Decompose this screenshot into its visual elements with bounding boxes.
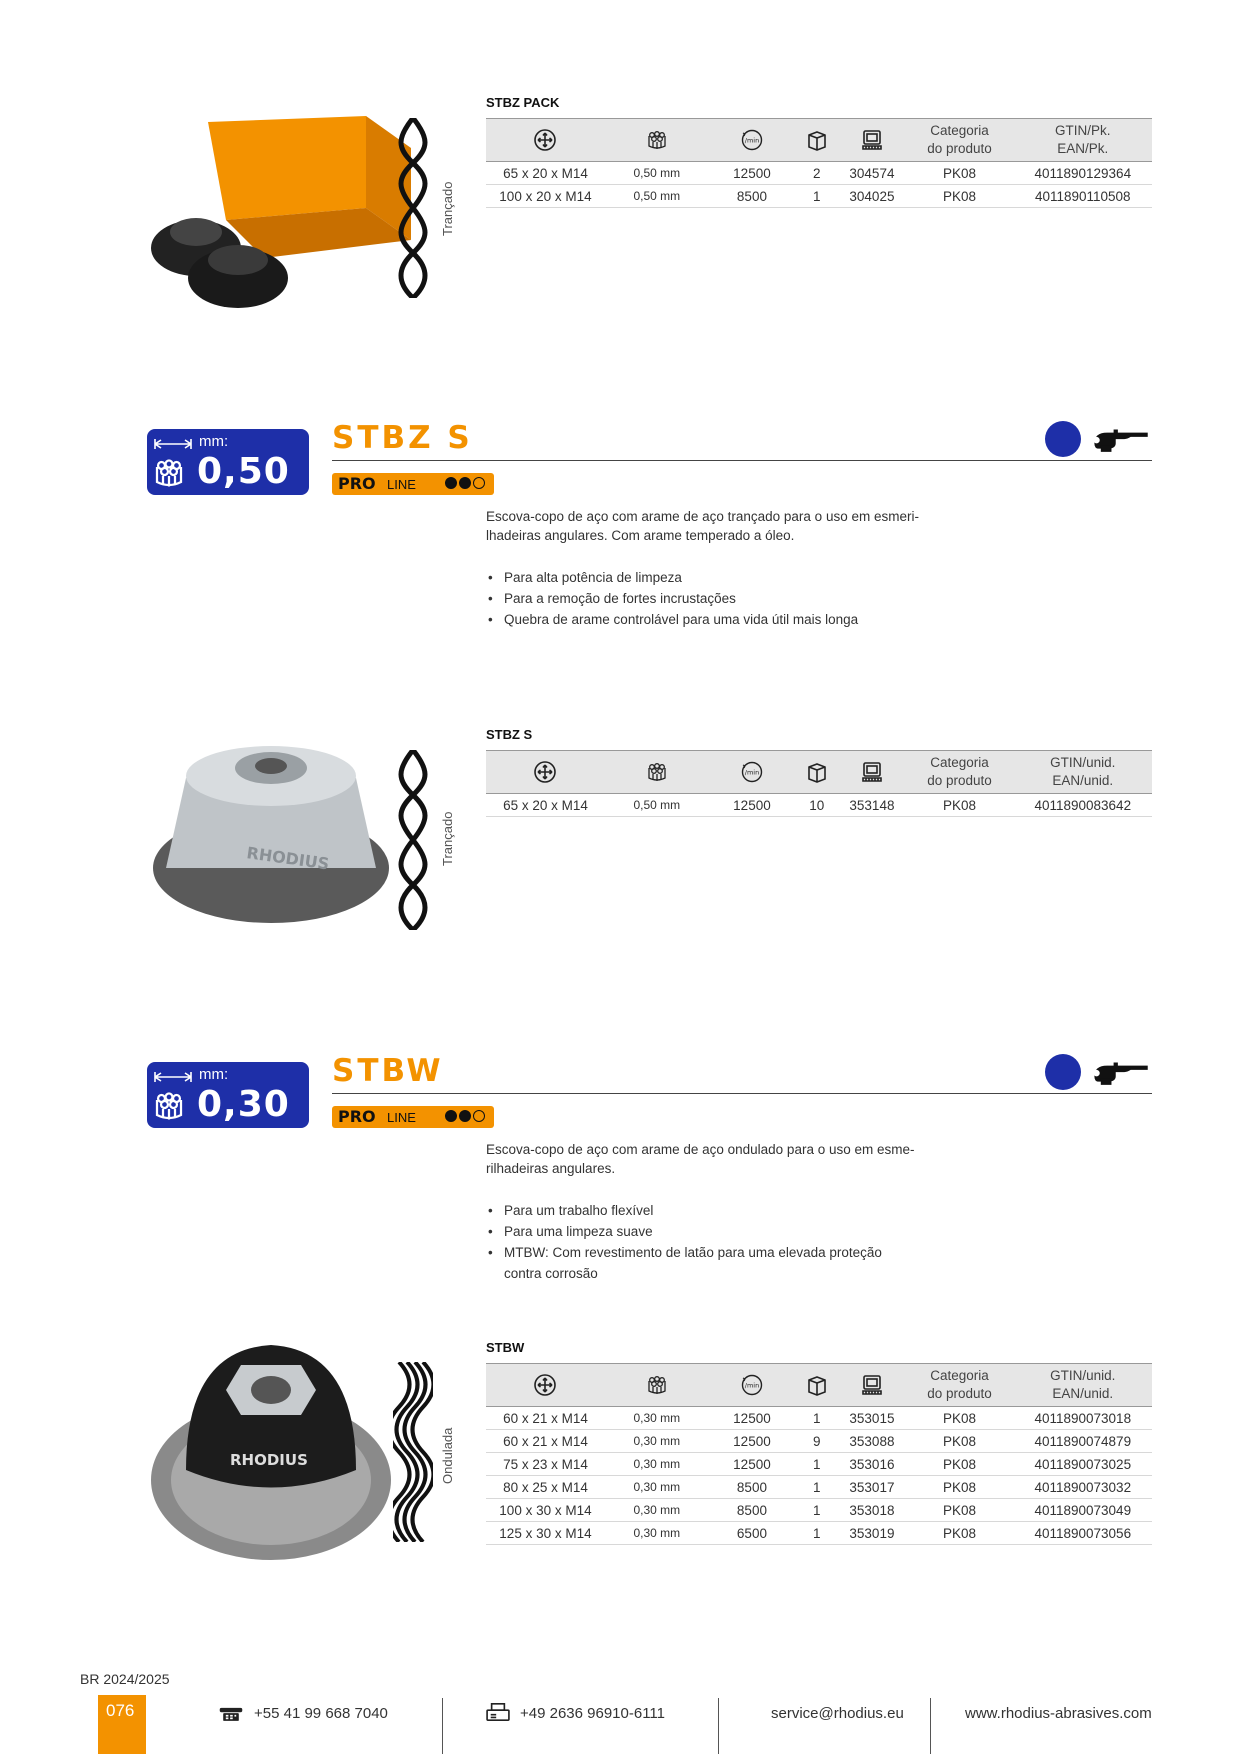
cell: 125 x 30 x M14 [486, 1522, 605, 1545]
table-header-row [486, 751, 1152, 794]
header-max-rpm-icon [709, 751, 795, 794]
feature-item: • Para uma limpeza suave [486, 1221, 946, 1242]
application-dot [1045, 421, 1081, 457]
cell: 0,30 mm [605, 1430, 709, 1453]
angle-grinder-icon [1088, 422, 1152, 454]
cell: 0,50 mm [605, 794, 709, 817]
cell: 0,30 mm [605, 1453, 709, 1476]
badge-unit: mm: [199, 433, 229, 450]
cell: 100 x 20 x M14 [486, 185, 605, 208]
cell: 10 [795, 794, 838, 817]
header-diameter-icon [486, 751, 605, 794]
cell: 12500 [709, 162, 795, 185]
feature-item: • Quebra de arame controlável para uma vida útil mais longa [486, 609, 946, 630]
cell: 8500 [709, 185, 795, 208]
cell: 60 x 21 x M14 [486, 1407, 605, 1430]
table-row [486, 1476, 1152, 1499]
table-row [486, 1522, 1152, 1545]
max-rpm-icon [740, 760, 764, 784]
catalog-edition: BR 2024/2025 [80, 1671, 170, 1687]
cell: 75 x 23 x M14 [486, 1453, 605, 1476]
header-diameter-icon [486, 119, 605, 162]
wire-type-label: Ondulada [440, 1427, 455, 1484]
cell: 8500 [709, 1476, 795, 1499]
email-link[interactable]: service@rhodius.eu [771, 1705, 904, 1722]
article-number-icon [860, 760, 884, 784]
cell: 0,30 mm [605, 1522, 709, 1545]
braided-wire-icon [393, 118, 433, 298]
cell: 65 x 20 x M14 [486, 794, 605, 817]
rating-dot-filled [459, 477, 471, 489]
cell: 1 [795, 1407, 838, 1430]
max-rpm-icon [740, 1373, 764, 1397]
diameter-arrow-icon [153, 1071, 193, 1083]
cell: 1 [795, 185, 838, 208]
application-dot [1045, 1054, 1081, 1090]
cell: 6500 [709, 1522, 795, 1545]
table-title: STBW [486, 1340, 525, 1355]
cell: 4011890110508 [1014, 185, 1152, 208]
table-title: STBZ PACK [486, 95, 560, 110]
table-row [486, 1453, 1152, 1476]
table-header-row [486, 119, 1152, 162]
feature-item: • Para um trabalho flexível [486, 1200, 946, 1221]
h-cat: Categoria do produto [905, 119, 1013, 162]
cell: 4011890073018 [1014, 1407, 1152, 1430]
spec-table-stbw [486, 1363, 1152, 1545]
spec-table-stbz-s [486, 750, 1152, 817]
header-box-icon [795, 1364, 838, 1407]
wire-bundle-icon [645, 1373, 669, 1397]
h-gtin: GTIN/unid. EAN/unid. [1014, 1364, 1152, 1407]
rating-dot-empty [473, 1110, 485, 1122]
wire-bundle-icon [645, 128, 669, 152]
box-icon [805, 1373, 829, 1397]
cell: 304025 [838, 185, 905, 208]
cell: PK08 [905, 1407, 1013, 1430]
h-cat: Categoria do produto [905, 1364, 1013, 1407]
fax-icon [484, 1702, 512, 1722]
feature-item: • Para a remoção de fortes incrustações [486, 588, 946, 609]
cell: PK08 [905, 162, 1013, 185]
cell: 9 [795, 1430, 838, 1453]
diameter-icon [533, 1373, 557, 1397]
phone-icon [218, 1706, 244, 1722]
header-wire-bundle-icon [605, 119, 709, 162]
h-cat: Categoria do produto [905, 751, 1013, 794]
table-header-row [486, 1364, 1152, 1407]
h-gtin: GTIN/Pk. EAN/Pk. [1014, 119, 1152, 162]
cell: 4011890073049 [1014, 1499, 1152, 1522]
diameter-icon [533, 760, 557, 784]
article-number-icon [860, 128, 884, 152]
feature-list [486, 567, 946, 630]
cell: 0,30 mm [605, 1476, 709, 1499]
stbz-s-product-image [146, 718, 396, 938]
cell: 1 [795, 1476, 838, 1499]
wire-diameter-badge [147, 1062, 309, 1128]
box-icon [805, 760, 829, 784]
cell: 353019 [838, 1522, 905, 1545]
cell: 4011890073025 [1014, 1453, 1152, 1476]
box-icon [805, 128, 829, 152]
feature-item: • Para alta potência de limpeza [486, 567, 946, 588]
badge-value: 0,30 [197, 1084, 290, 1125]
cell: 1 [795, 1499, 838, 1522]
wire-type-label: Trançado [440, 181, 455, 236]
cell: 353088 [838, 1430, 905, 1453]
product-title: STBZ S [332, 420, 473, 456]
cell: 12500 [709, 1453, 795, 1476]
title-divider [332, 460, 1152, 461]
cell: 4011890129364 [1014, 162, 1152, 185]
rating-dot-filled [445, 1110, 457, 1122]
cell: 2 [795, 162, 838, 185]
header-box-icon [795, 119, 838, 162]
wire-diameter-badge [147, 429, 309, 495]
page-number: 076 [106, 1701, 135, 1720]
cell: PK08 [905, 794, 1013, 817]
badge-unit: mm: [199, 1066, 229, 1083]
cell: 80 x 25 x M14 [486, 1476, 605, 1499]
wire-bundle-icon [151, 1088, 187, 1124]
cell: 100 x 30 x M14 [486, 1499, 605, 1522]
cell: 65 x 20 x M14 [486, 162, 605, 185]
cell: 0,30 mm [605, 1407, 709, 1430]
diameter-icon [533, 128, 557, 152]
cell: 353148 [838, 794, 905, 817]
cell: 8500 [709, 1499, 795, 1522]
article-number-icon [860, 1373, 884, 1397]
table-title: STBZ S [486, 727, 533, 742]
wire-bundle-icon [151, 455, 187, 491]
table-row [486, 794, 1152, 817]
table-row [486, 1430, 1152, 1453]
table-row [486, 1407, 1152, 1430]
website-link[interactable]: www.rhodius-abrasives.com [965, 1705, 1152, 1722]
wavy-wire-icon [393, 1362, 433, 1542]
braided-wire-icon [393, 750, 433, 930]
table-row [486, 162, 1152, 185]
rating-dot-empty [473, 477, 485, 489]
proline-badge: PRO LINE [332, 1106, 494, 1128]
proline-badge: PRO LINE [332, 473, 494, 495]
max-rpm-icon [740, 128, 764, 152]
header-article-number-icon [838, 119, 905, 162]
brand-logo: RHODIUS [230, 1451, 308, 1469]
cell: PK08 [905, 1453, 1013, 1476]
product-description: Escova-copo de aço com arame de aço ondulado para o uso em esme- rilhadeiras angulares. [486, 1142, 915, 1176]
cell: PK08 [905, 1499, 1013, 1522]
header-article-number-icon [838, 1364, 905, 1407]
cell: 4011890074879 [1014, 1430, 1152, 1453]
cell: 4011890073032 [1014, 1476, 1152, 1499]
angle-grinder-icon [1088, 1055, 1152, 1087]
h-gtin: GTIN/unid. EAN/unid. [1014, 751, 1152, 794]
badge-value: 0,50 [197, 451, 290, 492]
header-diameter-icon [486, 1364, 605, 1407]
header-wire-bundle-icon [605, 1364, 709, 1407]
spec-table-stbz-pack [486, 118, 1152, 208]
product-title: STBW [332, 1053, 444, 1089]
stbw-product-image [146, 1330, 396, 1570]
rating-dot-filled [459, 1110, 471, 1122]
cell: 353018 [838, 1499, 905, 1522]
footer-divider [930, 1698, 931, 1754]
cell: 353015 [838, 1407, 905, 1430]
cell: PK08 [905, 185, 1013, 208]
cell: 353017 [838, 1476, 905, 1499]
diameter-arrow-icon [153, 438, 193, 450]
brand-logo: RHODIUS [245, 843, 331, 874]
cell: 353016 [838, 1453, 905, 1476]
header-box-icon [795, 751, 838, 794]
cell: 304574 [838, 162, 905, 185]
header-article-number-icon [838, 751, 905, 794]
cell: 4011890083642 [1014, 794, 1152, 817]
page-number-block [98, 1695, 146, 1754]
cell: 1 [795, 1453, 838, 1476]
cell: 60 x 21 x M14 [486, 1430, 605, 1453]
feature-item: • MTBW: Com revestimento de latão para uma elevada proteção contra corrosão [486, 1242, 946, 1284]
cell: 0,30 mm [605, 1499, 709, 1522]
rating-dot-filled [445, 477, 457, 489]
table-row [486, 1499, 1152, 1522]
cell: 0,50 mm [605, 162, 709, 185]
cell: 1 [795, 1522, 838, 1545]
feature-list [486, 1200, 946, 1284]
cell: 4011890073056 [1014, 1522, 1152, 1545]
footer-divider [442, 1698, 443, 1754]
cell: 12500 [709, 1407, 795, 1430]
cell: 12500 [709, 794, 795, 817]
header-wire-bundle-icon [605, 751, 709, 794]
cell: PK08 [905, 1430, 1013, 1453]
header-max-rpm-icon [709, 1364, 795, 1407]
cell: PK08 [905, 1522, 1013, 1545]
cell: PK08 [905, 1476, 1013, 1499]
footer-divider [718, 1698, 719, 1754]
wire-type-label: Trançado [440, 811, 455, 866]
wire-bundle-icon [645, 760, 669, 784]
phone-number: +55 41 99 668 7040 [254, 1705, 388, 1722]
title-divider [332, 1093, 1152, 1094]
table-row [486, 185, 1152, 208]
fax-number: +49 2636 96910-6111 [520, 1705, 665, 1722]
cell: 0,50 mm [605, 185, 709, 208]
product-description: Escova-copo de aço com arame de aço trançado para o uso em esmeri- lhadeiras angulares. Com arame temperado a óleo. [486, 509, 919, 543]
header-max-rpm-icon [709, 119, 795, 162]
cell: 12500 [709, 1430, 795, 1453]
